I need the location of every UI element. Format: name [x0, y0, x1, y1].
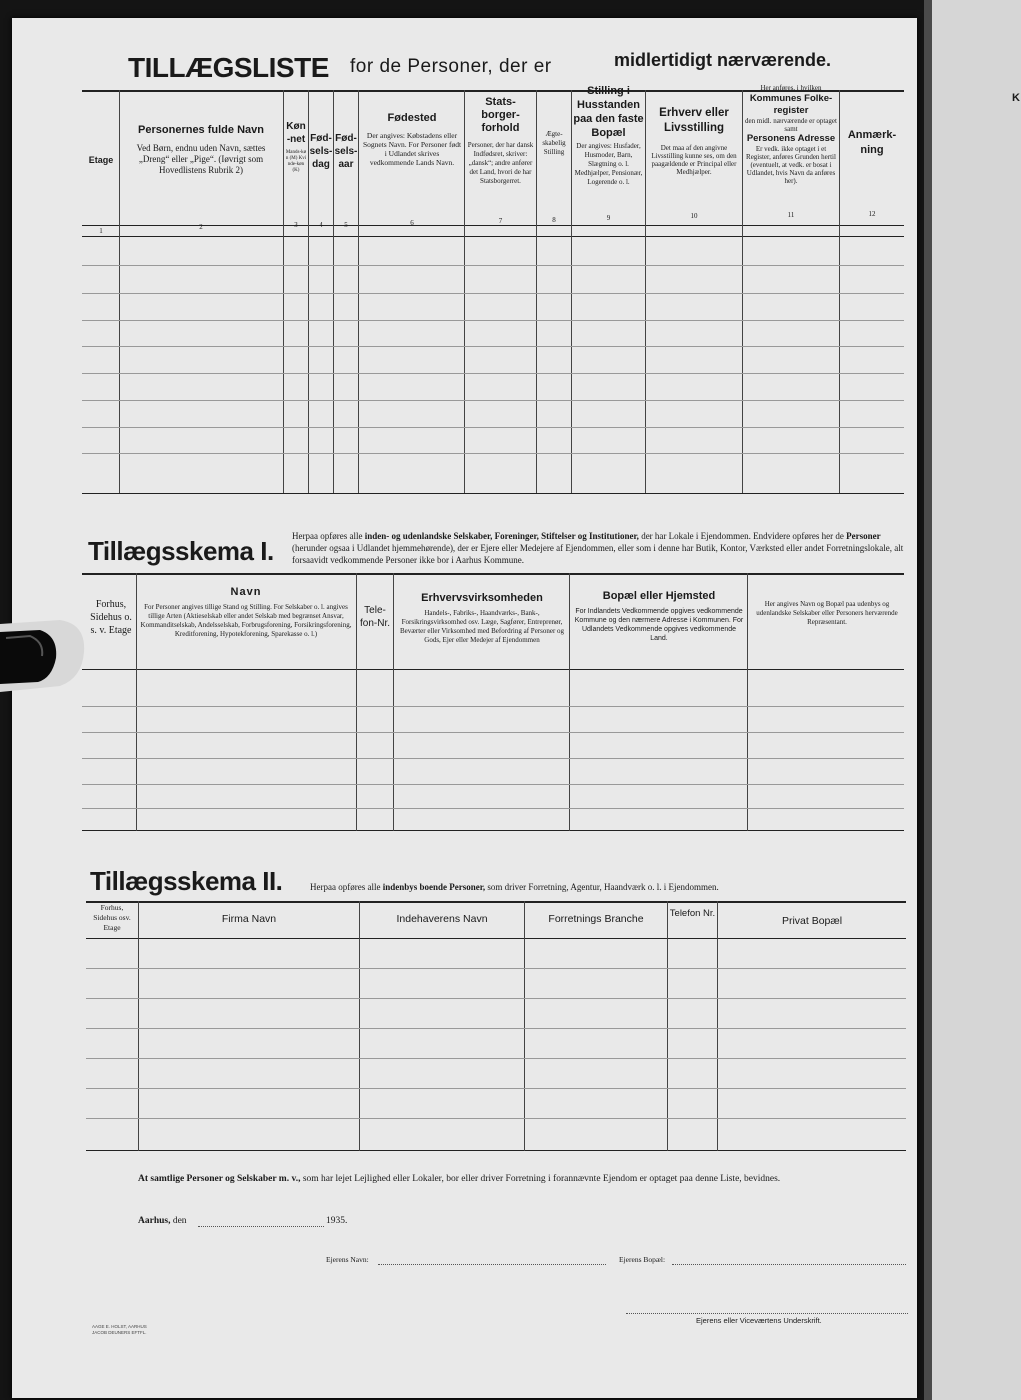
adjacent-page-letter: K — [1012, 92, 1020, 104]
col-foedselsdag-header: Fød-sels-dag — [309, 133, 333, 170]
signature-field[interactable] — [626, 1313, 908, 1314]
col-number: 4 — [319, 221, 323, 229]
skema1-col-telefon-header: Tele-fon-Nr. — [359, 605, 390, 629]
col-number: 12 — [868, 210, 876, 218]
skema1-col-etage-header: Forhus, Sidehus o. s. v. Etage — [90, 599, 132, 636]
skema1-col-repraesentant-header: Her angives Navn og Bopæl paa udenbys og udenlandske Selskaber eller Personers herværende Repræsentant. — [756, 600, 898, 626]
col-number: 2 — [199, 223, 203, 231]
skema2-col-firma-header: Firma Navn — [221, 913, 277, 925]
skema2-intro: Herpaa opføres alle indenbys boende Personer, som driver Forretning, Agentur, Haandværk o. l. i Ejendommen. — [310, 882, 719, 892]
col-number: 11 — [787, 211, 795, 219]
skema1-intro: Herpaa opføres alle inden- og udenlandske Selskaber, Foreninger, Stiftelser og Institutioner, der har Lokale i Ejendommen. Endvidere opføres her de Personer (herunder ogsaa i Udlandet hjemmehørende), der er Ejere eller Medejere af Ejendommen, eller som i denne har Butik, Kontor, Værksted eller andet Forretningslokale, alt forsaavidt vedkommende Personer ikke bor i Aarhus Kommune. — [292, 531, 904, 565]
skema2-col-etage-header: Forhus, Sidehus osv. Etage — [93, 903, 131, 932]
printer-imprint: AAGE E. HOLST, AARHUS JACOB DEUNERS EFTFL. — [92, 1324, 147, 1335]
skema1-col-navn-header: Navn For Personer angives tillige Stand og Stilling. For Selskaber o. l. angives tillige Arten (Aktieselskab eller andet Selskab med begrænset Ansvar, Kommanditselskab, Andelsselskab, Forbrugsforening, Forsikringsforening, Kreditforening, Hypotekforening, Sparekasse o. l.) — [140, 586, 352, 638]
col-koen-header: Køn-net Mands-køn (M) Kvinde-køn (K) — [285, 121, 307, 173]
adjacent-page — [924, 0, 1021, 1400]
col-number: 8 — [552, 216, 556, 224]
col-foedselsaar-header: Fød-sels-aar — [334, 133, 358, 170]
skema1-col-bopael-header: Bopæl eller Hjemsted For Indlandets Vedkommende opgives vedkommende Kommune og den nærmere Adresse i Kommunen. For Udlandets Vedkommende opgives vedkommende Land. — [574, 590, 744, 642]
col-number: 6 — [410, 219, 414, 227]
col-navn-header: Personernes fulde Navn Ved Børn, endnu uden Navn, sættes „Dreng“ eller „Pige“. (Iøvrigt som Hovedlistens Rubrik 2) — [136, 124, 266, 175]
skema1-col-erhverv-header: Erhvervsvirksomheden Handels-, Fabriks-, Haandværks-, Bank-, Forsikringsvirksomhed osv. Læge, Sagfører, Entreprenør, Beværter eller Virksomhed med Befordring af Personer og Gods, Ejer eller Medejer af Ejendommen — [399, 592, 565, 644]
col-aegteskab-header: Ægte-skabelig Stilling — [542, 130, 566, 156]
tillaegsliste-subtitle-b: midlertidigt nærværende. — [614, 50, 832, 70]
col-number: 9 — [606, 214, 611, 222]
col-etage-header: Etage — [88, 155, 114, 165]
date-line: Aarhus, den — [138, 1216, 187, 1226]
owner-name-field[interactable] — [378, 1264, 606, 1265]
col-erhverv-header: Erhverv eller Livsstilling Det maa af den angivne Livsstilling kunne ses, om den paagældende er Principal eller Medhjælper. — [651, 107, 737, 176]
col-anmaerkning-header: Anmærk-ning — [847, 129, 897, 156]
col-number: 5 — [344, 221, 348, 229]
skema1-title: Tillægsskema I. — [88, 536, 274, 566]
tillaegsliste-title: TILLÆGSLISTE — [128, 52, 329, 83]
col-number: 7 — [498, 217, 503, 225]
owner-address-field[interactable] — [672, 1264, 906, 1265]
skema2-col-indehaver-header: Indehaverens Navn — [396, 913, 488, 925]
skema2-col-telefon-header: Telefon Nr. — [669, 908, 716, 919]
col-register-header: Her anføres, i hvilken Kommunes Folke-register den midl. nærværende er optaget samt Personens Adresse Er vedk. ikke optaget i et Register, anføres Grunden hertil (eventuelt, at vedk. er bosat i Udlandet, hvis Navn da anføres her). — [745, 84, 837, 185]
owner-name-label: Ejerens Navn: — [326, 1255, 369, 1264]
col-number: 3 — [294, 221, 298, 229]
col-stilling-header: Stilling i Husstanden paa den faste Bopæl Der angives: Husfader, Husmoder, Barn, Slægtning o. l. Medhjælper, Pensionær, Logerende o. l. — [573, 85, 644, 186]
col-statsborger-header: Stats-borger-forhold Personer, der har dansk Indfødsret, skriver: „dansk“; andre anfører det Land, hvori de har Statsborgerret. — [467, 96, 534, 185]
signature-label: Ejerens eller Viceværtens Underskrift. — [696, 1316, 822, 1325]
col-number: 1 — [99, 227, 103, 235]
skema2-col-bopael-header: Privat Bopæl — [781, 915, 843, 927]
col-foedested-header: Fødested Der angives: Købstadens eller Sognets Navn. For Personer født i Udlandet skrives vedkommende Lands Navn. — [362, 112, 462, 167]
attestation-text: At samtlige Personer og Selskaber m. v., som har lejet Lejlighed eller Lokaler, bor eller driver Forretning i forannævnte Ejendom er optaget paa denne Liste, bevidnes. — [138, 1174, 781, 1184]
date-year: 1935. — [326, 1216, 348, 1226]
skema2-col-branche-header: Forretnings Branche — [548, 913, 644, 925]
tillaegsliste-subtitle-a: for de Personer, der er — [350, 56, 552, 77]
col-number: 10 — [690, 212, 698, 220]
owner-address-label: Ejerens Bopæl: — [619, 1255, 666, 1264]
binder-clip-icon — [0, 612, 88, 698]
skema2-title: Tillægsskema II. — [90, 866, 283, 896]
date-field[interactable] — [198, 1226, 324, 1227]
